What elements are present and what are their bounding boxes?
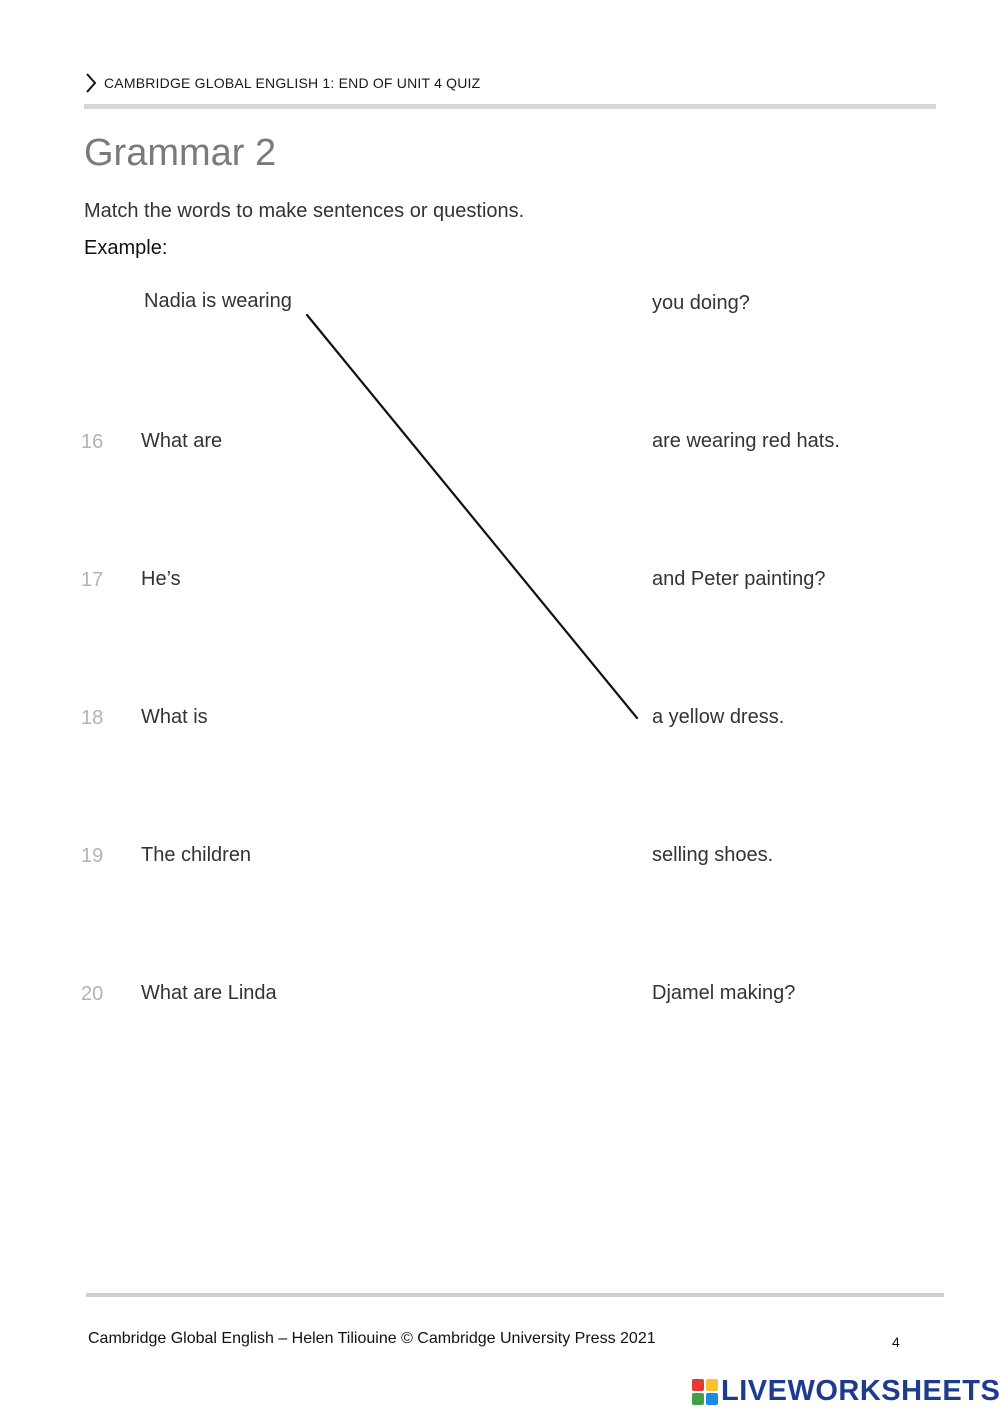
footer-credit: Cambridge Global English – Helen Tiliouine © Cambridge University Press 2021 [88, 1330, 656, 1347]
liveworksheets-logo [692, 1375, 1000, 1408]
section-title: Grammar 2 [84, 132, 277, 174]
item-number-16: 16 [81, 431, 104, 453]
left-phrase-16[interactable]: What are [141, 430, 223, 452]
left-phrase-20[interactable]: What are Linda [141, 982, 277, 1004]
right-phrase-1[interactable]: are wearing red hats. [652, 430, 840, 452]
instruction-text: Match the words to make sentences or questions. [84, 200, 525, 222]
example-left-phrase[interactable]: Nadia is wearing [144, 290, 292, 312]
item-number-18: 18 [81, 707, 104, 729]
liveworksheets-icon [692, 1379, 718, 1405]
left-phrase-18[interactable]: What is [141, 706, 208, 728]
right-phrase-5[interactable]: Djamel making? [652, 982, 796, 1004]
right-phrase-4[interactable]: selling shoes. [652, 844, 774, 866]
right-phrase-3[interactable]: a yellow dress. [652, 706, 785, 728]
item-number-20: 20 [81, 983, 104, 1005]
item-number-19: 19 [81, 845, 104, 867]
header-divider [84, 104, 936, 109]
document-title: CAMBRIDGE GLOBAL ENGLISH 1: END OF UNIT 4 QUIZ [104, 75, 481, 91]
footer-divider [86, 1293, 944, 1297]
left-phrase-17[interactable]: He’s [141, 568, 181, 590]
item-number-17: 17 [81, 569, 104, 591]
example-label: Example: [84, 237, 168, 259]
right-phrase-2[interactable]: and Peter painting? [652, 568, 826, 590]
document-header [84, 72, 480, 94]
page-number: 4 [892, 1334, 900, 1350]
chevron-right-icon [84, 72, 98, 94]
left-phrase-19[interactable]: The children [141, 844, 252, 866]
example-right-phrase[interactable]: you doing? [652, 292, 750, 314]
brand-name: LIVEWORKSHEETS [721, 1375, 1000, 1407]
